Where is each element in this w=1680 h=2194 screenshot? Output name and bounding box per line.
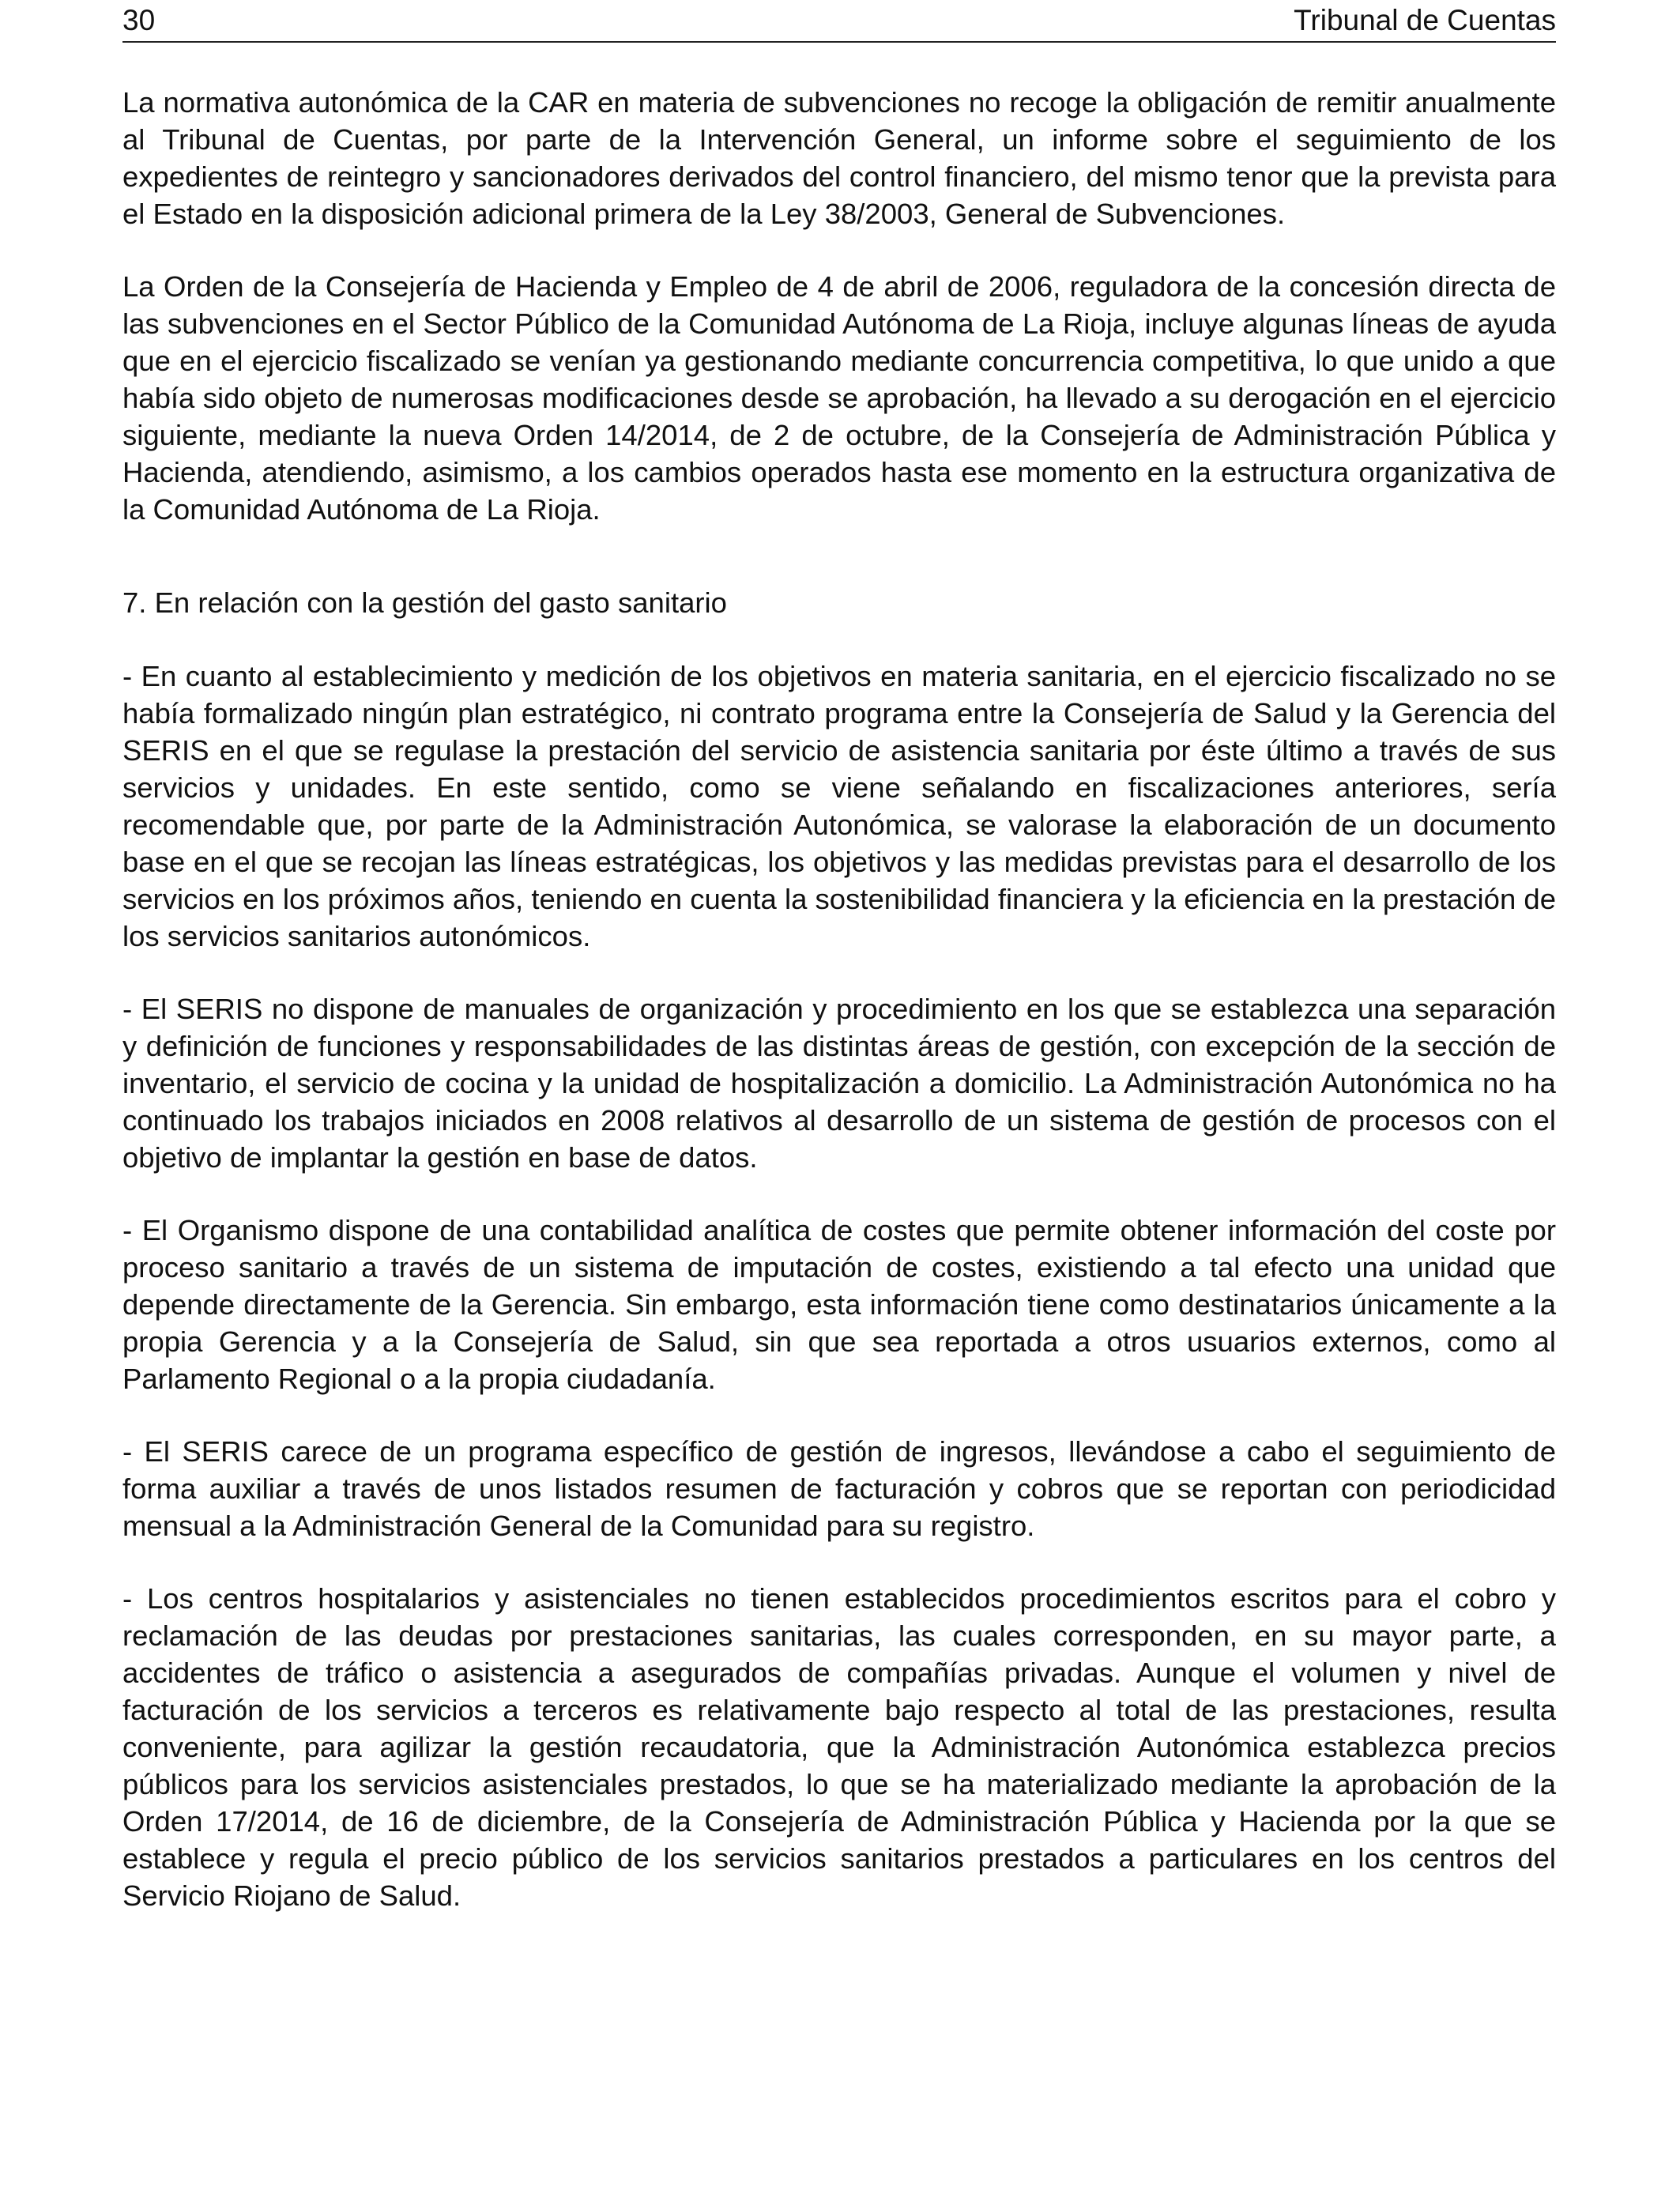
paragraph-contabilidad-analitica: - El Organismo dispone de una contabilidad analítica de costes que permite obtener información del coste por proceso sanitario a través de un sistema de imputación de costes, existiendo a tal efecto una unidad que depende directamente de la Gerencia. Sin embargo, esta información tiene como destinatarios únicamente a la propia Gerencia y a la Consejería de Salud, sin que sea reportada a otros usuarios externos, como al Parlamento Regional o a la propia ciudadanía. — [122, 1214, 1556, 1395]
paragraph-subvenciones-normativa: La normativa autonómica de la CAR en materia de subvenciones no recoge la obligación de remitir anualmente al Tribunal de Cuentas, por parte de la Intervención General, un informe sobre el seguimiento de los expedientes de reintegro y sancionadores derivados del control financiero, del mismo tenor que la prevista para el Estado en la disposición adicional primera de la Ley 38/2003, General de Subvenciones. — [122, 86, 1556, 230]
paragraph-gestion-ingresos: - El SERIS carece de un programa específico de gestión de ingresos, llevándose a cabo el seguimiento de forma auxiliar a través de unos listados resumen de facturación y cobros que se reportan con periodicidad mensual a la Administración General de la Comunidad para su registro. — [122, 1435, 1556, 1542]
running-title: Tribunal de Cuentas — [1294, 4, 1556, 36]
section-heading-gasto-sanitario: 7. En relación con la gestión del gasto sanitario — [122, 586, 727, 619]
paragraph-manuales-organizacion: - El SERIS no dispone de manuales de organización y procedimiento en los que se establezca una separación y definición de funciones y responsabilidades de las distintas áreas de gestión, con excepción de la sección de inventario, el servicio de cocina y la unidad de hospitalización a domicilio. La Administración Autonómica no ha continuado los trabajos iniciados en 2008 relativos al desarrollo de un sistema de gestión de procesos con el objetivo de implantar la gestión en base de datos. — [122, 993, 1556, 1174]
paragraph-cobro-deudas: - Los centros hospitalarios y asistenciales no tienen establecidos procedimientos escritos para el cobro y reclamación de las deudas por prestaciones sanitarias, las cuales corresponden, en su mayor parte, a accidentes de tráfico o asistencia a asegurados de compañías privadas. Aunque el volumen y nivel de facturación de los servicios a terceros es relativamente bajo respecto al total de las prestaciones, resulta conveniente, para agilizar la gestión recaudatoria, que la Administración Autonómica establezca precios públicos para los servicios asistenciales prestados, lo que se ha materializado mediante la aprobación de la Orden 17/2014, de 16 de diciembre, de la Consejería de Administración Pública y Hacienda por la que se establece y regula el precio público de los servicios sanitarios prestados a particulares en los centros del Servicio Riojano de Salud. — [122, 1582, 1556, 1912]
document-body — [122, 84, 1556, 1914]
running-header — [122, 0, 1556, 43]
page-number: 30 — [122, 4, 156, 36]
paragraph-objetivos-sanitarios: - En cuanto al establecimiento y medición de los objetivos en materia sanitaria, en el ejercicio fiscalizado no se había formalizado ningún plan estratégico, ni contrato programa entre la Consejería de Salud y la Gerencia del SERIS en el que se regulase la prestación del servicio de asistencia sanitaria por éste último a través de sus servicios y unidades. En este sentido, como se viene señalando en fiscalizaciones anteriores, sería recomendable que, por parte de la Administración Autonómica, se valorase la elaboración de un documento base en el que se recojan las líneas estratégicas, los objetivos y las medidas previstas para el desarrollo de los servicios en los próximos años, teniendo en cuenta la sostenibilidad financiera y la eficiencia en la prestación de los servicios sanitarios autonómicos. — [122, 660, 1556, 952]
paragraph-orden-hacienda: La Orden de la Consejería de Hacienda y Empleo de 4 de abril de 2006, reguladora de la concesión directa de las subvenciones en el Sector Público de la Comunidad Autónoma de La Rioja, incluye algunas líneas de ayuda que en el ejercicio fiscalizado se venían ya gestionando mediante concurrencia competitiva, lo que unido a que había sido objeto de numerosas modificaciones desde se aprobación, ha llevado a su derogación en el ejercicio siguiente, mediante la nueva Orden 14/2014, de 2 de octubre, de la Consejería de Administración Pública y Hacienda, atendiendo, asimismo, a los cambios operados hasta ese momento en la estructura organizativa de la Comunidad Autónoma de La Rioja. — [122, 270, 1556, 526]
document-page — [122, 0, 1556, 2194]
